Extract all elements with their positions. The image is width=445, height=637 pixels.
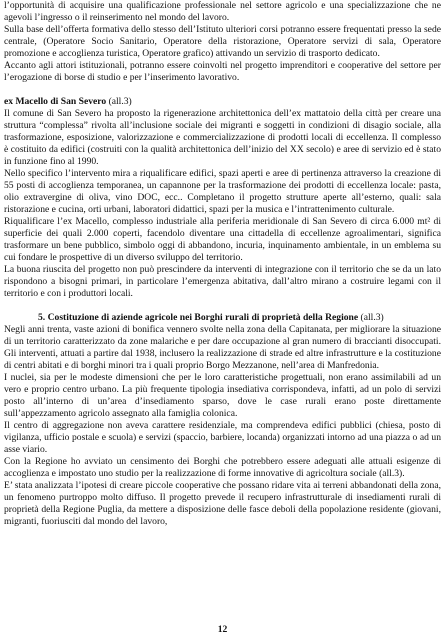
body-paragraph: Riqualificare l’ex Macello, complesso industriale alla periferia meridionale di San Severo di circa 6.000 mt² di superficie dei quali 2.000 coperti, facendolo diventare una cittadella di eccellenze agroalimentari, significa trasformare un bene pubblico, simbolo oggi di abbandono, incuria, inquinamento ambientale, in un emblema su cui fondare le prospettive di un diverso sviluppo del territorio. — [4, 216, 441, 263]
body-paragraph: Negli anni trenta, vaste azioni di bonifica vennero svolte nella zona della Capitanata, per migliorare la situazione di un territorio caratterizzato da zone malariche e per dare occupazione al gran numero di braccianti disoccupati. Gli interventi, attuati a partire dal 1938, inclusero la realizzazione di strade ed altre infrastrutture e la costituzione di centri abitati e di borghi minori tra i quali proprio Borgo Mezzanone, nell’area di Manfredonia. — [4, 324, 441, 371]
page-number: 12 — [217, 624, 228, 635]
body-paragraph: Il centro di aggregazione non aveva carattere residenziale, ma comprendeva edifici pubblici (chiesa, posto di vigilanza, ufficio postale e scuola) e servizi (spaccio, barbiere, locanda) organizzati intorno ad una piazza o ad un asse viario. — [4, 420, 441, 455]
body-paragraph: Sulla base dell’offerta formativa dello stesso dell’Istituto ulteriori corsi potranno essere frequentati presso la sede centrale, (Operatore Socio Sanitario, Operatore della ristorazione, Operatore servizi di sala, Operatore promozione e accoglienza turistica, Operatore grafico) attivando un servizio di trasporto dedicato. — [4, 24, 441, 59]
body-paragraph: l’opportunità di acquisire una qualificazione professionale nel settore agricolo e una specializzazione che ne agevoli l’ingresso o il reinserimento nel mondo del lavoro. — [4, 0, 441, 23]
section-heading-borghi-rurali — [4, 312, 441, 324]
body-paragraph: E’ stata analizzata l’ipotesi di creare piccole cooperative che possano ridare vita ai terreni abbandonati della zona, un fenomeno purtroppo molto diffuso. Il progetto prevede il recupero infrastrutturale di insediamenti rurali di proprietà della Regione Puglia, da mettere a disposizione delle fasce deboli della popolazione residente (giovani, migranti, fuoriusciti dal mondo del lavoro, — [4, 480, 441, 527]
document-page — [4, 0, 441, 528]
body-paragraph: Nello specifico l’intervento mira a riqualificare edifici, spazi aperti e aree di pertinenza attraverso la creazione di 55 posti di accoglienza temporanea, un capannone per la trasformazione dei prodotti di eccellenza locale: pasta, olio extravergine di oliva, vino DOC, ecc.. Completano il progetto strutture aperte all’esterno, quali: sala ristorazione e cucina, orti urbani, laboratori didattici, spazi per la musica e l’intrattenimento culturale. — [4, 168, 441, 215]
body-paragraph: La buona riuscita del progetto non può prescindere da interventi di integrazione con il territorio che se da un lato rispondono a bisogni primari, in particolare l’emergenza abitativa, dall’altro mirano a costruire legami con il territorio e con i produttori locali. — [4, 264, 441, 299]
attachment-reference: (all.3) — [108, 96, 132, 107]
body-paragraph: Accanto agli attori istituzionali, potranno essere coinvolti nel progetto imprenditori e cooperative del settore per l’erogazione di borse di studio e per l’inserimento lavorativo. — [4, 60, 441, 83]
section-heading-text: 5. Costituzione di aziende agricole nei Borghi rurali di proprietà della Regione — [38, 312, 359, 323]
body-paragraph: Con la Regione ho avviato un censimento dei Borghi che potrebbero essere adeguati alle attuali esigenze di accoglienza e impostato uno studio per la realizzazione di forme innovative di agricoltura sociale (all.3). — [4, 456, 441, 479]
attachment-reference: (all.3) — [360, 312, 384, 323]
section-heading-ex-macello — [4, 96, 441, 108]
body-paragraph: I nuclei, sia per le modeste dimensioni che per le loro caratteristiche progettuali, non erano assimilabili ad un vero e proprio centro urbano. La più frequente tipologia insediativa corrispondeva, infatti, ad un polo di servizi posto all’interno di un’area d’insediamento sparso, dove le case rurali erano poste direttamente sull’appezzamento agricolo assegnato alla famiglia colonica. — [4, 372, 441, 419]
body-paragraph: Il comune di San Severo ha proposto la rigenerazione architettonica dell’ex mattatoio della città per creare una struttura “complessa” rivolta all’inclusione sociale dei migranti e soggetti in condizioni di disagio sociale, alla trasformazione, esposizione, valorizzazione e commercializzazione di prodotti locali di eccellenza. Il complesso è costituito da edifici (costruiti con la qualità architettonica dell’inizio del XX secolo) e aree di servizio ed è stato in funzione fino al 1990. — [4, 108, 441, 167]
section-heading-text: ex Macello di San Severo — [4, 96, 107, 107]
